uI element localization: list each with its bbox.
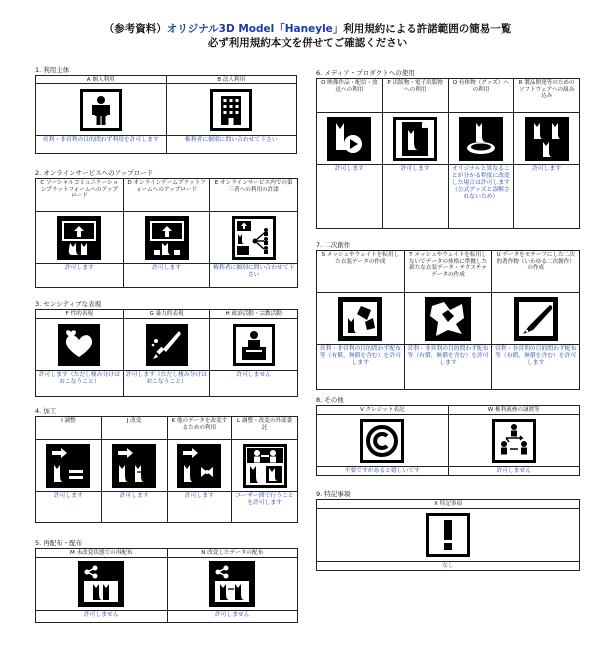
transfer-icon bbox=[493, 420, 535, 462]
item-header: W 権利義務の譲渡等 bbox=[449, 406, 580, 415]
item-k bbox=[168, 417, 233, 522]
item-status: ユーザー間で行うことを許可します bbox=[235, 493, 294, 506]
section-derivative bbox=[316, 241, 580, 390]
item-a bbox=[36, 76, 167, 153]
third-party-icon bbox=[233, 217, 275, 259]
item-status: 許可しません bbox=[496, 468, 532, 474]
pen-icon bbox=[515, 298, 557, 340]
item-status: 権利者に個別に問い合わせて下さい bbox=[184, 137, 278, 143]
section-sensitive bbox=[35, 300, 298, 397]
section-media-product bbox=[316, 69, 580, 229]
item-n bbox=[168, 549, 299, 622]
page-subtitle: 必ず利用規約本文を併せてご確認ください bbox=[207, 37, 408, 49]
item-header: T メッシュやウェイトを転用しないでデータの体格に準拠した新たな衣装データ・テクスチャデータの作成 bbox=[405, 251, 492, 293]
item-l bbox=[232, 417, 298, 522]
item-status: 不要ですがあると嬉しいです bbox=[344, 468, 420, 474]
section-special-notes bbox=[316, 490, 580, 571]
title-suffix: 利用規約による許諾範囲の簡易一覧 bbox=[343, 23, 512, 35]
exclamation-icon bbox=[427, 514, 469, 556]
podium-icon bbox=[234, 325, 274, 365]
item-header: H 政治活動・宗教活動 bbox=[210, 310, 297, 319]
section-title: 2. オンラインサービスへのアップロード bbox=[35, 169, 154, 177]
share-modified-icon bbox=[210, 562, 254, 606]
item-p bbox=[383, 79, 449, 228]
item-d bbox=[124, 179, 211, 287]
item-header: L 調整・改変の外部委託 bbox=[232, 417, 297, 440]
outsource-icon bbox=[244, 445, 286, 487]
adjust-icon bbox=[47, 445, 89, 487]
goods-icon bbox=[460, 118, 502, 160]
social-upload-icon bbox=[58, 217, 100, 259]
item-w bbox=[449, 406, 581, 475]
item-status: 許可しません bbox=[83, 612, 119, 618]
item-header: S メッシュやウェイトを転用した衣装データの作成 bbox=[317, 251, 404, 293]
section-usage-subject bbox=[35, 66, 297, 154]
item-header: C ソーシャルコミュニケーションプラットフォームへのアップロード bbox=[36, 179, 123, 212]
game-upload-icon bbox=[146, 217, 188, 259]
item-status: 許可しません bbox=[214, 612, 250, 618]
item-header: P 出版物・電子出版物への利用 bbox=[383, 79, 448, 113]
item-status: 許可します bbox=[152, 265, 181, 271]
section-other bbox=[316, 396, 580, 476]
item-x bbox=[317, 500, 580, 570]
item-status: 営利・非営利の目的問わず配布等（有償、無償を含む）を許可します bbox=[407, 346, 489, 366]
item-status: 許可します bbox=[64, 265, 94, 271]
section-title: 8. その他 bbox=[316, 396, 344, 404]
item-header: I 調整 bbox=[36, 417, 101, 440]
item-status: 許可します（ただし棲み分けはおこなうこと） bbox=[125, 372, 208, 385]
building-icon bbox=[211, 90, 251, 130]
item-m bbox=[36, 549, 168, 622]
copyright-icon bbox=[361, 420, 403, 462]
mesh-icon bbox=[339, 298, 381, 340]
section-online-upload bbox=[35, 169, 298, 288]
book-icon bbox=[394, 118, 436, 160]
item-status: 営利・非営利の目的問わず配布等（有償、無償を含む）を許可します bbox=[495, 346, 577, 366]
item-r bbox=[514, 79, 580, 228]
section-title: 9. 特記事項 bbox=[316, 490, 351, 498]
video-icon bbox=[328, 118, 370, 160]
item-status: 営利・非営利の目的問わず利用を許可します bbox=[42, 137, 159, 143]
section-title: 5. 再配布・配布 bbox=[35, 539, 83, 547]
item-header: N 改変したデータの配布 bbox=[168, 549, 298, 558]
item-o bbox=[317, 79, 383, 228]
title-model-name: オリジナル3D Model「Haneyle」 bbox=[166, 23, 344, 35]
cloth-icon bbox=[426, 298, 470, 340]
item-status: 許可します bbox=[334, 166, 364, 172]
section-title: 3. センシティブな表現 bbox=[35, 300, 102, 308]
knife-icon bbox=[147, 325, 187, 365]
item-b bbox=[167, 76, 298, 153]
item-j bbox=[102, 417, 168, 522]
item-header: Q 有体物（グッズ）への利用 bbox=[449, 79, 514, 113]
item-header: A 個人利用 bbox=[36, 76, 166, 84]
item-u bbox=[492, 251, 580, 389]
item-header: V クレジット表記 bbox=[317, 406, 448, 415]
item-header: X 特記事項 bbox=[317, 500, 579, 509]
item-e bbox=[210, 179, 298, 287]
modify-icon bbox=[113, 445, 155, 487]
section-title: 1. 利用主体 bbox=[35, 66, 70, 74]
section-redistribution bbox=[35, 539, 298, 623]
item-status: 許可しません bbox=[236, 372, 272, 378]
item-g bbox=[124, 310, 211, 396]
title-prefix: （参考資料） bbox=[103, 23, 167, 35]
item-status: 許可します（ただし棲み分けはおこなうこと） bbox=[38, 372, 120, 385]
item-s bbox=[317, 251, 405, 389]
item-header: B 法人利用 bbox=[167, 76, 297, 84]
section-title: 6. メディア・プロダクトへの使用 bbox=[316, 69, 415, 77]
section-title: 7. 二次創作 bbox=[316, 241, 351, 249]
item-header: K 他のデータを改変するための利用 bbox=[168, 417, 232, 440]
item-status: 営利・非営利の目的問わず配布等（有償、無償を含む）を許可します bbox=[319, 346, 401, 366]
item-status: 許可します bbox=[400, 166, 430, 172]
hearts-icon bbox=[59, 325, 99, 365]
item-status: 許可します bbox=[119, 493, 149, 499]
item-status: オリジナルと異なることが分かる程度に改変した場合は許可します（公式グッズと誤解されないため） bbox=[451, 166, 510, 200]
section-processing bbox=[35, 407, 298, 523]
item-v bbox=[317, 406, 449, 475]
share-unmodified-icon bbox=[79, 562, 123, 606]
item-q bbox=[449, 79, 515, 228]
item-header: R 製品開発等のためのソフトウェアへの組み込み bbox=[514, 79, 579, 113]
item-status: 許可します bbox=[53, 493, 83, 499]
bow-icon bbox=[178, 445, 220, 487]
item-header: J 改変 bbox=[102, 417, 167, 440]
item-header: D オンラインゲームプラットフォームへのアップロード bbox=[124, 179, 210, 212]
item-header: M 未改変状態での再配布 bbox=[36, 549, 167, 558]
item-status: 権利者に個別に問い合わせて下さい bbox=[213, 265, 295, 278]
page-title bbox=[0, 23, 615, 36]
item-h bbox=[210, 310, 298, 396]
item-status: 許可します bbox=[184, 493, 214, 499]
software-icon bbox=[526, 118, 568, 160]
item-c bbox=[36, 179, 124, 287]
item-t bbox=[405, 251, 493, 389]
item-header: U データをモチーフにした二次的著作物（いわゆる二次創作）の作成 bbox=[492, 251, 579, 293]
item-header: O 映像作品・配信・放送への利用 bbox=[317, 79, 382, 113]
item-status: 許可します bbox=[532, 166, 562, 172]
item-status: なし bbox=[442, 563, 454, 569]
item-f bbox=[36, 310, 124, 396]
item-i bbox=[36, 417, 102, 522]
item-header: E オンラインサービス内での第三者への利用の許諾 bbox=[210, 179, 297, 212]
person-icon bbox=[81, 90, 121, 130]
section-title: 4. 加工 bbox=[35, 407, 57, 415]
item-header: G 暴力的表現 bbox=[124, 310, 210, 319]
item-header: F 性的表現 bbox=[36, 310, 123, 319]
